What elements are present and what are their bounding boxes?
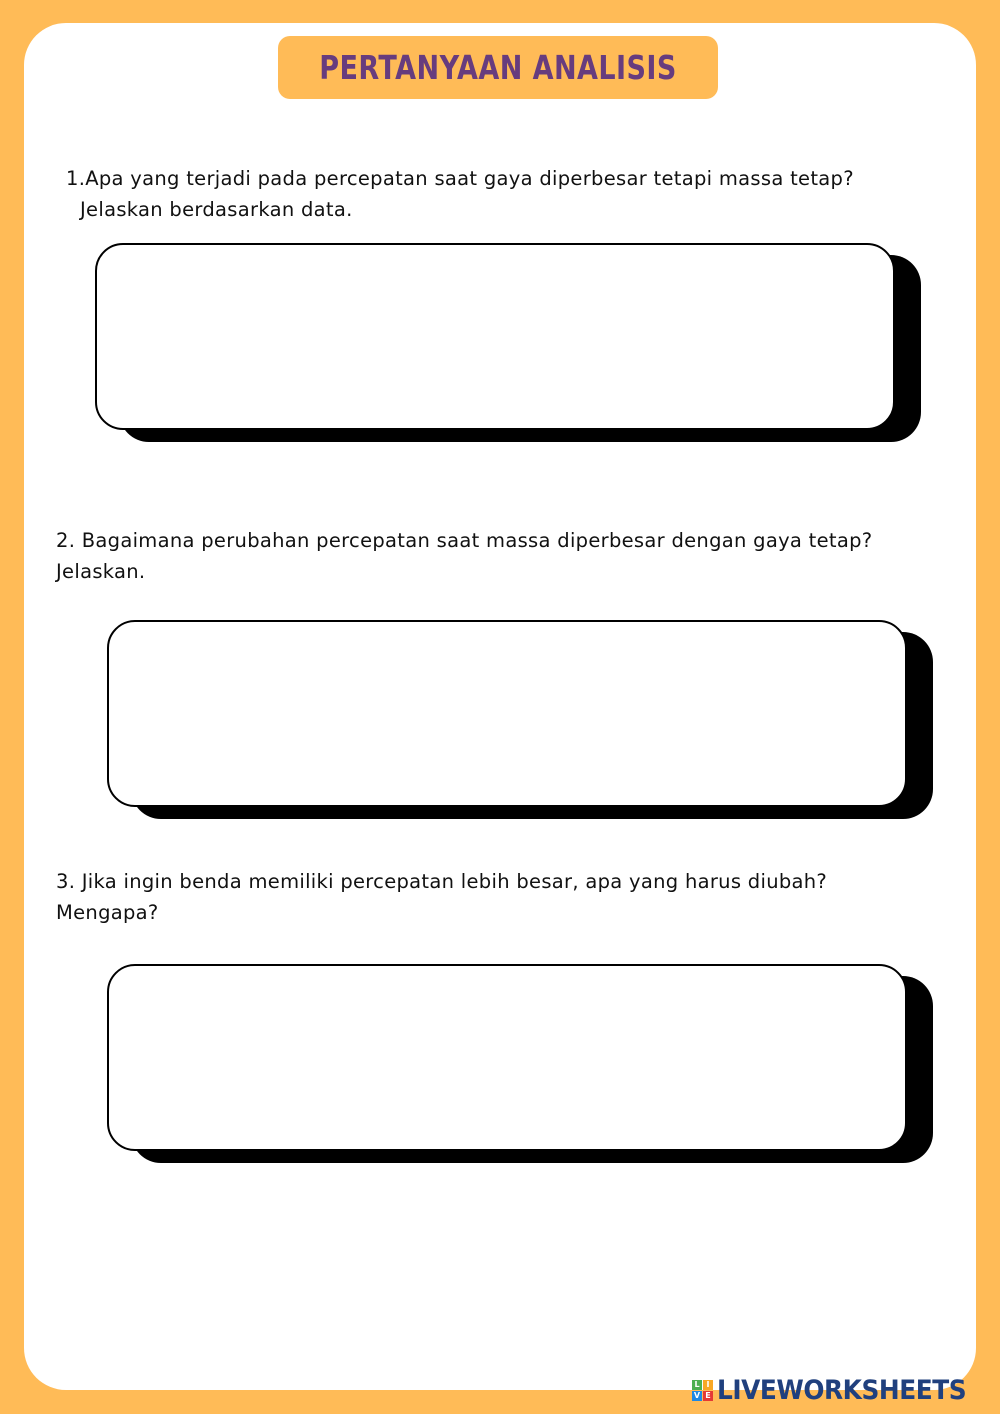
brand-name: LIVEWORKSHEETS	[717, 1374, 967, 1406]
answer-input-2[interactable]	[109, 622, 905, 805]
logo-letter-l: L	[692, 1380, 702, 1390]
question-1	[66, 163, 854, 225]
question-2-number: 2.	[56, 529, 76, 552]
answer-box-3-wrap	[107, 964, 933, 1164]
question-2-text: Bagaimana perubahan percepatan saat massa diperbesar dengan gaya tetap?	[81, 529, 873, 552]
page-title: PERTANYAAN ANALISIS	[319, 48, 677, 87]
logo-letter-e: E	[703, 1391, 713, 1401]
logo-letter-i: I	[703, 1380, 713, 1390]
liveworksheets-brand[interactable]	[692, 1372, 988, 1408]
logo-letter-v: V	[693, 1390, 701, 1400]
answer-box-1[interactable]	[95, 243, 895, 430]
question-1-number: 1.	[66, 167, 86, 190]
question-2-line-1	[56, 525, 872, 556]
answer-input-1[interactable]	[97, 245, 893, 428]
question-3-line-2: Mengapa?	[56, 901, 159, 924]
answer-box-3[interactable]	[107, 964, 907, 1151]
question-3-number: 3.	[56, 870, 76, 893]
question-1-line-1	[66, 163, 854, 194]
question-3-line-1	[56, 866, 827, 897]
question-1-text: Apa yang terjadi pada percepatan saat gaya diperbesar tetapi massa tetap?	[85, 167, 854, 190]
answer-box-1-wrap	[95, 243, 921, 443]
answer-box-2[interactable]	[107, 620, 907, 807]
title-banner	[278, 36, 718, 99]
question-2-line-2: Jelaskan.	[56, 560, 146, 583]
answer-input-3[interactable]	[109, 966, 905, 1149]
answer-box-2-wrap	[107, 620, 933, 820]
question-3-text: Jika ingin benda memiliki percepatan lebih besar, apa yang harus diubah?	[81, 870, 828, 893]
liveworksheets-logo-icon	[692, 1380, 713, 1401]
question-1-line-2: Jelaskan berdasarkan data.	[80, 198, 353, 221]
question-2	[56, 525, 872, 587]
question-3	[56, 866, 827, 928]
